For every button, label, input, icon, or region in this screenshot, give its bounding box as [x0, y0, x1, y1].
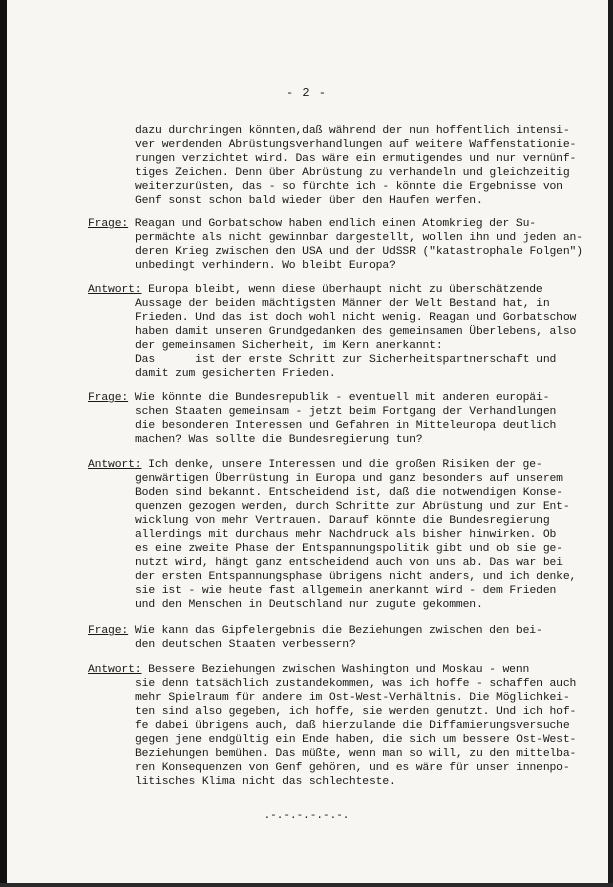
text-line: allerdings mit durchaus mehr Nachdruck als bisher hinwirken. Ob [135, 529, 557, 541]
text-line: den deutschen Staaten verbessern? [135, 639, 356, 651]
text-line: rungen verzichtet wird. Das wäre ein ermutigendes und nur vernünf- [135, 153, 577, 165]
text-line: dazu durchringen könnten,daß während der nun hoffentlich intensi- [135, 125, 570, 137]
text-line: litisches Klima nicht das schlechteste. [135, 776, 396, 788]
text-line: ten sind also gegeben, ich hoffe, sie werden genutzt. Und ich hof- [135, 706, 577, 718]
scan-edge-left [0, 0, 7, 887]
text-line: fe dabei übrigens auch, daß hierzulande die Diffamierungsversuche [135, 720, 570, 732]
question-label: Frage: [88, 625, 129, 637]
text-line: Reagan und Gorbatschow haben endlich einen Atomkrieg der Su- [128, 218, 536, 230]
question-label: Frage: [88, 392, 129, 404]
text-line: ver werdenden Abrüstungsverhandlungen auf weitere Waffenstationie- [135, 139, 577, 151]
text-line: genwärtigen Überrüstung in Europa und ganz besonders auf unserem [135, 473, 563, 485]
text-line: weiterzurüsten, das - so fürchte ich - könnte die Ergebnisse von [135, 181, 563, 193]
text-line: wicklung von mehr Vertrauen. Darauf könnte die Bundesregierung [135, 515, 550, 527]
first-line [88, 663, 529, 677]
text-line: es eine zweite Phase der Entspannungspolitik gibt und ob sie ge- [135, 543, 563, 555]
first-line [88, 624, 543, 638]
text-line: Das ist der erste Schritt zur Sicherheitspartnerschaft und [135, 354, 557, 366]
text-line: die besonderen Interessen und Gefahren in Mitteleuropa deutlich [135, 420, 557, 432]
text-line: Ich denke, unsere Interessen und die großen Risiken der ge- [141, 459, 543, 471]
answer-label: Antwort: [88, 459, 142, 471]
text-line: der gemeinsamen Sicherheit, im Kern anerkannt: [135, 340, 443, 352]
page-number: - 2 - [285, 86, 327, 100]
text-line: der ersten Entspannungsphase übrigens nicht anders, und ich denke, [135, 571, 577, 583]
text-line: damit zum gesicherten Frieden. [135, 368, 336, 380]
text-line: permächte als nicht gewinnbar dargestellt, wollen ihn und jeden an- [135, 232, 583, 244]
text-line: ren Konsequenzen von Genf gehören, und es wäre für unser innenpo- [135, 762, 570, 774]
text-line: Genf sonst schon bald wieder über den Haufen werfen. [135, 195, 483, 207]
first-line [88, 283, 543, 297]
text-line: unbedingt verhindern. Wo bleibt Europa? [135, 260, 396, 272]
text-line: Aussage der beiden mächtigsten Männer der Welt Bestand hat, in [135, 298, 550, 310]
text-line: gegen jene endgültig ein Ende haben, die sich um bessere Ost-West- [135, 734, 577, 746]
answer-label: Antwort: [88, 664, 142, 676]
text-line: schen Staaten gemeinsam - jetzt beim Fortgang der Verhandlungen [135, 406, 557, 418]
first-line [88, 458, 543, 472]
answer-label: Antwort: [88, 284, 142, 296]
text-line: Wie könnte die Bundesrepublik - eventuell mit anderen europäi- [128, 392, 550, 404]
text-line: Europa bleibt, wenn diese überhaupt nicht zu überschätzende [141, 284, 543, 296]
question-label: Frage: [88, 218, 129, 230]
text-line: Beziehungen bemühen. Das müßte, wenn man so will, zu den mittelba- [135, 748, 577, 760]
end-divider: .-.-.-.-.-.-. [263, 810, 350, 822]
text-line: Bessere Beziehungen zwischen Washington und Moskau - wenn [141, 664, 530, 676]
text-line: Boden sind bekannt. Entscheidend ist, daß die notwendigen Konse- [135, 487, 563, 499]
text-line: Frieden. Und das ist doch wohl nicht wenig. Reagan und Gorbatschow [135, 312, 577, 324]
text-line: nutzt wird, hängt ganz entscheidend auch von uns ab. Das war bei [135, 557, 563, 569]
text-line: und den Menschen in Deutschland nur zugute gekommen. [135, 599, 483, 611]
text-line: mehr Spielraum für andere im Ost-West-Verhältnis. Die Möglichkei- [135, 692, 570, 704]
text-line: sie denn tatsächlich zustandekommen, was ich hoffe - schaffen auch [135, 678, 577, 690]
scan-edge-right [608, 0, 613, 887]
text-line: tiges Zeichen. Denn über Abrüstung zu verhandeln und gleichzeitig [135, 167, 570, 179]
text-line: sie ist - wie heute fast allgemein anerkannt wird - dem Frieden [135, 585, 557, 597]
first-line [88, 217, 536, 231]
text-line: haben damit unseren Grundgedanken des gemeinsamen Überlebens, also [135, 326, 577, 338]
first-line [88, 391, 549, 405]
text-line: deren Krieg zwischen den USA und der UdSSR ("katastrophale Folgen") [135, 246, 583, 258]
text-line: machen? Was sollte die Bundesregierung tun? [135, 434, 423, 446]
text-line: Wie kann das Gipfelergebnis die Beziehungen zwischen den bei- [128, 625, 543, 637]
text-line: quenzen gezogen werden, durch Schritte zur Abrüstung und zur Ent- [135, 501, 570, 513]
scan-edge-bottom [0, 883, 613, 887]
